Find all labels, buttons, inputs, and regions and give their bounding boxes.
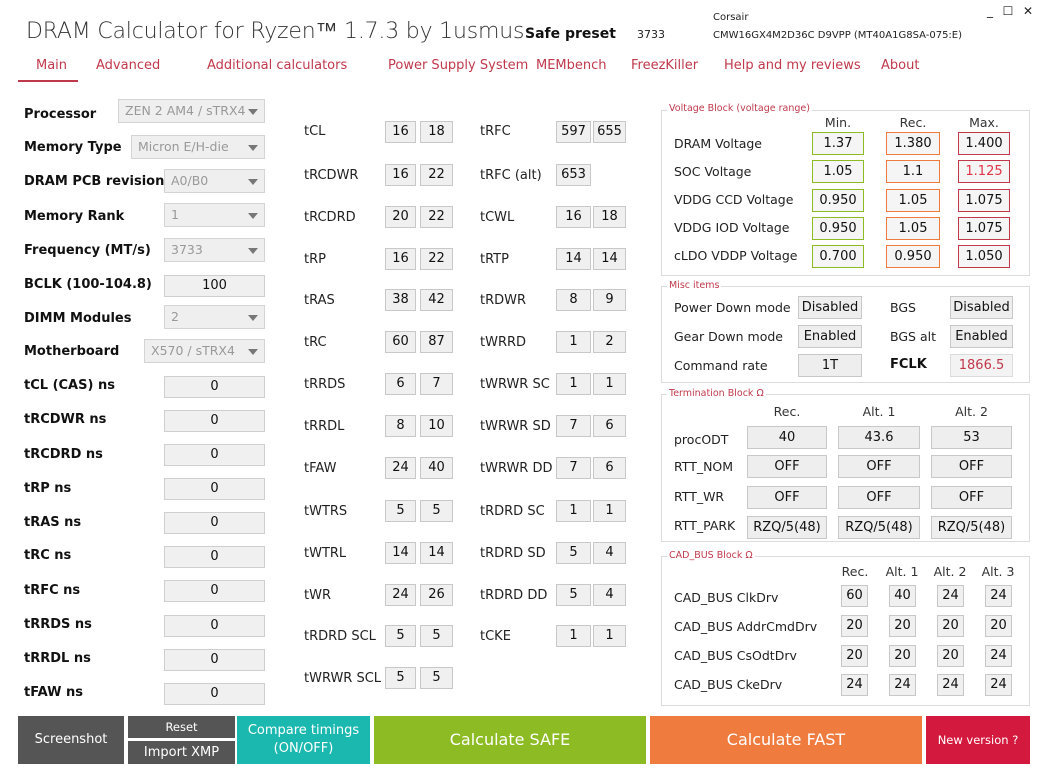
screenshot-button[interactable]: Screenshot xyxy=(18,716,124,764)
timing-value-fast: 1 xyxy=(593,500,626,522)
close-button[interactable]: ✕ xyxy=(1022,4,1034,18)
cad-bus-label: CAD_BUS CsOdtDrv xyxy=(674,648,797,663)
pcb-revision-label: DRAM PCB revision xyxy=(24,174,165,189)
timing-value-safe: 1 xyxy=(556,625,591,647)
timing-value-safe: 60 xyxy=(385,331,416,353)
timing-value-safe: 24 xyxy=(385,457,416,479)
rtt-nom-value[interactable]: OFF xyxy=(931,455,1012,478)
voltage-min: 0.700 xyxy=(812,245,864,268)
rtt-park-label: RTT_PARK xyxy=(674,518,736,533)
voltage-max: 1.125 xyxy=(958,160,1010,183)
timing-value-fast: 4 xyxy=(593,542,626,564)
timing-value-safe: 14 xyxy=(556,248,591,270)
cad-bus-value: 24 xyxy=(985,674,1012,696)
timing-value-fast: 22 xyxy=(420,206,453,228)
rtt-wr-value[interactable]: OFF xyxy=(931,486,1012,509)
timing-value-safe: 6 xyxy=(385,373,416,395)
timing-label: tRRDS xyxy=(304,377,346,392)
timing-label: tRP xyxy=(304,252,326,267)
ns-label: tRAS ns xyxy=(24,515,82,530)
cad-bus-value: 20 xyxy=(889,615,916,637)
chevron-down-icon xyxy=(248,213,258,219)
tab-power-supply-system[interactable]: Power Supply System xyxy=(388,58,529,73)
compare-timings-line1: Compare timings xyxy=(247,723,360,738)
timing-label: tRRDL xyxy=(304,419,345,434)
column-header: Rec. xyxy=(773,404,801,419)
timing-value-safe: 16 xyxy=(556,206,591,228)
ns-input[interactable]: 0 xyxy=(164,410,265,432)
timing-value-safe: 5 xyxy=(385,625,416,647)
timing-value-safe: 5 xyxy=(556,542,591,564)
timing-value-fast: 42 xyxy=(420,289,453,311)
timing-value-safe: 8 xyxy=(385,415,416,437)
chevron-down-icon xyxy=(248,315,258,321)
timing-value-safe: 7 xyxy=(556,415,591,437)
tab-about[interactable]: About xyxy=(881,58,920,73)
voltage-label: SOC Voltage xyxy=(674,164,752,179)
timing-value-safe: 1 xyxy=(556,331,591,353)
voltage-min: 1.05 xyxy=(812,160,864,183)
timing-value-safe: 20 xyxy=(385,206,416,228)
timing-label: tWTRL xyxy=(304,546,347,561)
timing-label: tRCDRD xyxy=(304,210,356,225)
timing-value-fast: 14 xyxy=(593,248,626,270)
cad-bus-label: CAD_BUS AddrCmdDrv xyxy=(674,619,818,634)
cad-bus-block-title: CAD_BUS Block Ω xyxy=(669,550,753,561)
timing-label: tRDRD SD xyxy=(480,546,546,561)
voltage-max: 1.400 xyxy=(958,132,1010,155)
reset-button[interactable]: Reset xyxy=(128,716,235,738)
column-header: Alt. 3 xyxy=(981,564,1015,579)
ns-input[interactable]: 0 xyxy=(164,683,265,705)
column-header: Alt. 1 xyxy=(885,564,919,579)
timing-value-fast: 5 xyxy=(420,625,453,647)
compare-timings-button[interactable] xyxy=(237,716,370,764)
timing-value-fast: 6 xyxy=(593,457,626,479)
cad-bus-value: 20 xyxy=(841,615,868,637)
dimm-modules-label: DIMM Modules xyxy=(24,311,132,326)
timing-label: tRCDWR xyxy=(304,168,359,183)
voltage-rec: 1.05 xyxy=(886,217,940,240)
timing-value-safe: 24 xyxy=(385,584,416,606)
tab-additional-calculators[interactable]: Additional calculators xyxy=(207,58,348,73)
ns-input[interactable]: 0 xyxy=(164,376,265,398)
column-header: Alt. 2 xyxy=(955,404,988,419)
gear-down-label: Gear Down mode xyxy=(674,329,783,344)
calculate-fast-button[interactable]: Calculate FAST xyxy=(650,716,922,764)
voltage-min: 0.950 xyxy=(812,217,864,240)
misc-block-title: Misc items xyxy=(669,280,720,291)
timing-label: tFAW xyxy=(304,461,337,476)
termination-block-title: Termination Block Ω xyxy=(669,388,764,399)
timing-value-fast: 655 xyxy=(593,121,626,143)
cad-bus-value: 24 xyxy=(985,645,1012,667)
timing-value-fast: 18 xyxy=(420,121,453,143)
tab-main[interactable]: Main xyxy=(36,58,68,73)
processor-select[interactable]: ZEN 2 AM4 / sTRX4 xyxy=(118,99,265,123)
voltage-rec: 0.950 xyxy=(886,245,940,268)
cad-bus-value: 24 xyxy=(937,674,964,696)
tab-membench[interactable]: MEMbench xyxy=(536,58,607,73)
timing-label: tRFC (alt) xyxy=(480,168,542,183)
app-title: DRAM Calculator for Ryzen™ 1.7.3 by 1usmus xyxy=(26,19,525,44)
column-header: Rec. xyxy=(899,115,927,130)
timing-value-fast: 40 xyxy=(420,457,453,479)
timing-label: tWRWR DD xyxy=(480,461,553,476)
column-header: Min. xyxy=(824,115,852,130)
bgs-label: BGS xyxy=(890,300,916,315)
maximize-button[interactable]: ☐ xyxy=(1002,4,1014,18)
timing-value-fast: 7 xyxy=(420,373,453,395)
frequency-select[interactable]: 3733 xyxy=(164,238,265,262)
timing-value-safe: 5 xyxy=(556,584,591,606)
memory-rank-select[interactable]: 1 xyxy=(164,203,265,227)
rtt-wr-label: RTT_WR xyxy=(674,489,725,504)
rtt-wr-value[interactable]: OFF xyxy=(747,486,827,509)
memory-rank-label: Memory Rank xyxy=(24,209,125,224)
bgs-alt-label: BGS alt xyxy=(890,329,936,344)
timing-label: tRDWR xyxy=(480,293,527,308)
timing-value-fast: 4 xyxy=(593,584,626,606)
gear-down-toggle[interactable]: Enabled xyxy=(798,325,862,348)
column-header: Max. xyxy=(969,115,999,130)
power-down-toggle[interactable]: Disabled xyxy=(798,296,862,319)
ns-label: tRRDS ns xyxy=(24,617,92,632)
fclk-value: 1866.5 xyxy=(950,354,1013,377)
tab-advanced[interactable]: Advanced xyxy=(96,58,161,73)
ns-label: tCL (CAS) ns xyxy=(24,378,115,393)
preset-label: Safe preset xyxy=(525,26,616,42)
chevron-down-icon xyxy=(248,145,258,151)
timing-value-fast: 22 xyxy=(420,248,453,270)
ns-label: tRFC ns xyxy=(24,583,81,598)
power-down-label: Power Down mode xyxy=(674,300,791,315)
rtt-park-value[interactable]: RZQ/5(48) xyxy=(838,516,920,539)
cad-bus-value: 20 xyxy=(937,645,964,667)
ns-input[interactable]: 0 xyxy=(164,580,265,602)
ns-label: tRRDL ns xyxy=(24,651,91,666)
bgs-alt-toggle[interactable]: Enabled xyxy=(950,325,1013,348)
rtt-wr-value[interactable]: OFF xyxy=(838,486,920,509)
command-rate-label: Command rate xyxy=(674,358,768,373)
module-brand: Corsair xyxy=(713,12,749,23)
timing-label: tCKE xyxy=(480,629,511,644)
voltage-max: 1.050 xyxy=(958,245,1010,268)
voltage-rec: 1.1 xyxy=(886,160,940,183)
chevron-down-icon xyxy=(248,248,258,254)
ns-label: tRCDWR ns xyxy=(24,412,107,427)
bclk-input[interactable]: 100 xyxy=(164,275,265,297)
cad-bus-value: 20 xyxy=(841,645,868,667)
timing-value-fast: 18 xyxy=(593,206,626,228)
timing-value-fast: 1 xyxy=(593,373,626,395)
timing-value-safe: 16 xyxy=(385,121,416,143)
timing-label: tWRWR SD xyxy=(480,419,551,434)
timing-label: tWRRD xyxy=(480,335,527,350)
voltage-max: 1.075 xyxy=(958,189,1010,212)
timing-value-safe: 38 xyxy=(385,289,416,311)
voltage-min: 0.950 xyxy=(812,189,864,212)
cad-bus-value: 24 xyxy=(889,674,916,696)
bgs-toggle[interactable]: Disabled xyxy=(950,296,1013,319)
fclk-label: FCLK xyxy=(890,357,927,372)
motherboard-select[interactable]: X570 / sTRX4 xyxy=(144,339,265,363)
timing-label: tWRWR SCL xyxy=(304,671,382,686)
ns-input[interactable]: 0 xyxy=(164,615,265,637)
voltage-label: VDDG IOD Voltage xyxy=(674,220,790,235)
rtt-nom-value[interactable]: OFF xyxy=(838,455,920,478)
voltage-label: cLDO VDDP Voltage xyxy=(674,248,798,263)
ns-label: tRC ns xyxy=(24,548,72,563)
cad-bus-value: 20 xyxy=(937,615,964,637)
cad-bus-label: CAD_BUS CkeDrv xyxy=(674,677,783,692)
timing-label: tWR xyxy=(304,588,331,603)
timing-value-fast: 22 xyxy=(420,164,453,186)
dimm-modules-select[interactable]: 2 xyxy=(164,305,265,329)
ns-label: tRP ns xyxy=(24,481,72,496)
cad-bus-value: 40 xyxy=(889,585,916,607)
timing-value-fast: 26 xyxy=(420,584,453,606)
new-version-button[interactable]: New version ? xyxy=(926,716,1030,764)
import-xmp-button[interactable]: Import XMP xyxy=(128,741,235,764)
timing-value-fast: 1 xyxy=(593,625,626,647)
cad-bus-value: 24 xyxy=(985,585,1012,607)
cad-bus-label: CAD_BUS ClkDrv xyxy=(674,590,779,605)
timing-label: tRC xyxy=(304,335,327,350)
ns-input[interactable]: 0 xyxy=(164,512,265,534)
timing-value-safe: 7 xyxy=(556,457,591,479)
procodt-value[interactable]: 40 xyxy=(747,426,827,449)
timing-value-fast: 6 xyxy=(593,415,626,437)
cad-bus-value: 60 xyxy=(841,585,868,607)
voltage-rec: 1.05 xyxy=(886,189,940,212)
timing-label: tWRWR SC xyxy=(480,377,550,392)
calculate-safe-button[interactable]: Calculate SAFE xyxy=(374,716,646,764)
motherboard-label: Motherboard xyxy=(24,344,120,359)
chevron-down-icon xyxy=(248,179,258,185)
timing-label: tWTRS xyxy=(304,504,348,519)
timing-label: tCWL xyxy=(480,210,515,225)
timing-label: tCL xyxy=(304,124,326,139)
cad-bus-value: 24 xyxy=(841,674,868,696)
timing-value-safe: 14 xyxy=(385,542,416,564)
ns-input[interactable]: 0 xyxy=(164,444,265,466)
voltage-min: 1.37 xyxy=(812,132,864,155)
procodt-value[interactable]: 53 xyxy=(931,426,1012,449)
timing-value-fast: 14 xyxy=(420,542,453,564)
preset-frequency: 3733 xyxy=(637,28,665,41)
chevron-down-icon xyxy=(248,349,258,355)
compare-timings-line2: (ON/OFF) xyxy=(273,741,334,756)
timing-value-fast: 87 xyxy=(420,331,453,353)
procodt-label: procODT xyxy=(674,432,729,447)
timing-value-safe: 653 xyxy=(556,164,591,186)
rtt-nom-value[interactable]: OFF xyxy=(747,455,827,478)
voltage-max: 1.075 xyxy=(958,217,1010,240)
timing-value-safe: 16 xyxy=(385,164,416,186)
command-rate-value[interactable]: 1T xyxy=(798,354,862,377)
processor-label: Processor xyxy=(24,107,97,122)
timing-value-fast: 5 xyxy=(420,667,453,689)
cad-bus-value: 20 xyxy=(985,615,1012,637)
timing-value-safe: 16 xyxy=(385,248,416,270)
tab-help-reviews[interactable]: Help and my reviews xyxy=(724,58,861,73)
procodt-value[interactable]: 43.6 xyxy=(838,426,920,449)
pcb-revision-select[interactable]: A0/B0 xyxy=(164,169,265,193)
timing-value-safe: 597 xyxy=(556,121,591,143)
timing-value-safe: 1 xyxy=(556,373,591,395)
bclk-label: BCLK (100-104.8) xyxy=(24,277,152,292)
ns-input[interactable]: 0 xyxy=(164,478,265,500)
rtt-nom-label: RTT_NOM xyxy=(674,459,734,474)
ns-input[interactable]: 0 xyxy=(164,546,265,568)
ns-input[interactable]: 0 xyxy=(164,649,265,671)
cad-bus-value: 24 xyxy=(937,585,964,607)
timing-value-fast: 9 xyxy=(593,289,626,311)
rtt-park-value[interactable]: RZQ/5(48) xyxy=(931,516,1012,539)
timing-value-safe: 5 xyxy=(385,500,416,522)
timing-label: tRDRD SCL xyxy=(304,629,376,644)
timing-label: tRTP xyxy=(480,252,509,267)
module-part-number: CMW16GX4M2D36C D9VPP (MT40A1G8SA-075:E) xyxy=(713,30,963,41)
memory-type-label: Memory Type xyxy=(24,140,122,155)
column-header: Alt. 2 xyxy=(933,564,967,579)
timing-value-fast: 5 xyxy=(420,500,453,522)
timing-label: tRAS xyxy=(304,293,335,308)
timing-value-fast: 10 xyxy=(420,415,453,437)
memory-type-select[interactable]: Micron E/H-die xyxy=(131,135,265,159)
column-header: Alt. 1 xyxy=(862,404,896,419)
minimize-button[interactable]: _ xyxy=(987,4,993,18)
cad-bus-value: 20 xyxy=(889,645,916,667)
ns-label: tRCDRD ns xyxy=(24,447,103,462)
timing-value-safe: 8 xyxy=(556,289,591,311)
timing-value-safe: 1 xyxy=(556,500,591,522)
tab-freezkiller[interactable]: FreezKiller xyxy=(631,58,699,73)
timing-label: tRDRD DD xyxy=(480,588,548,603)
rtt-park-value[interactable]: RZQ/5(48) xyxy=(747,516,827,539)
voltage-label: DRAM Voltage xyxy=(674,136,763,151)
timing-label: tRFC xyxy=(480,124,511,139)
voltage-label: VDDG CCD Voltage xyxy=(674,192,794,207)
timing-label: tRDRD SC xyxy=(480,504,545,519)
ns-label: tFAW ns xyxy=(24,685,83,700)
timing-value-fast: 2 xyxy=(593,331,626,353)
active-tab-indicator xyxy=(18,80,78,82)
voltage-block-title: Voltage Block (voltage range) xyxy=(669,103,810,114)
voltage-rec: 1.380 xyxy=(886,132,940,155)
timing-value-safe: 5 xyxy=(385,667,416,689)
chevron-down-icon xyxy=(248,109,258,115)
frequency-label: Frequency (MT/s) xyxy=(24,243,151,258)
column-header: Rec. xyxy=(841,564,869,579)
